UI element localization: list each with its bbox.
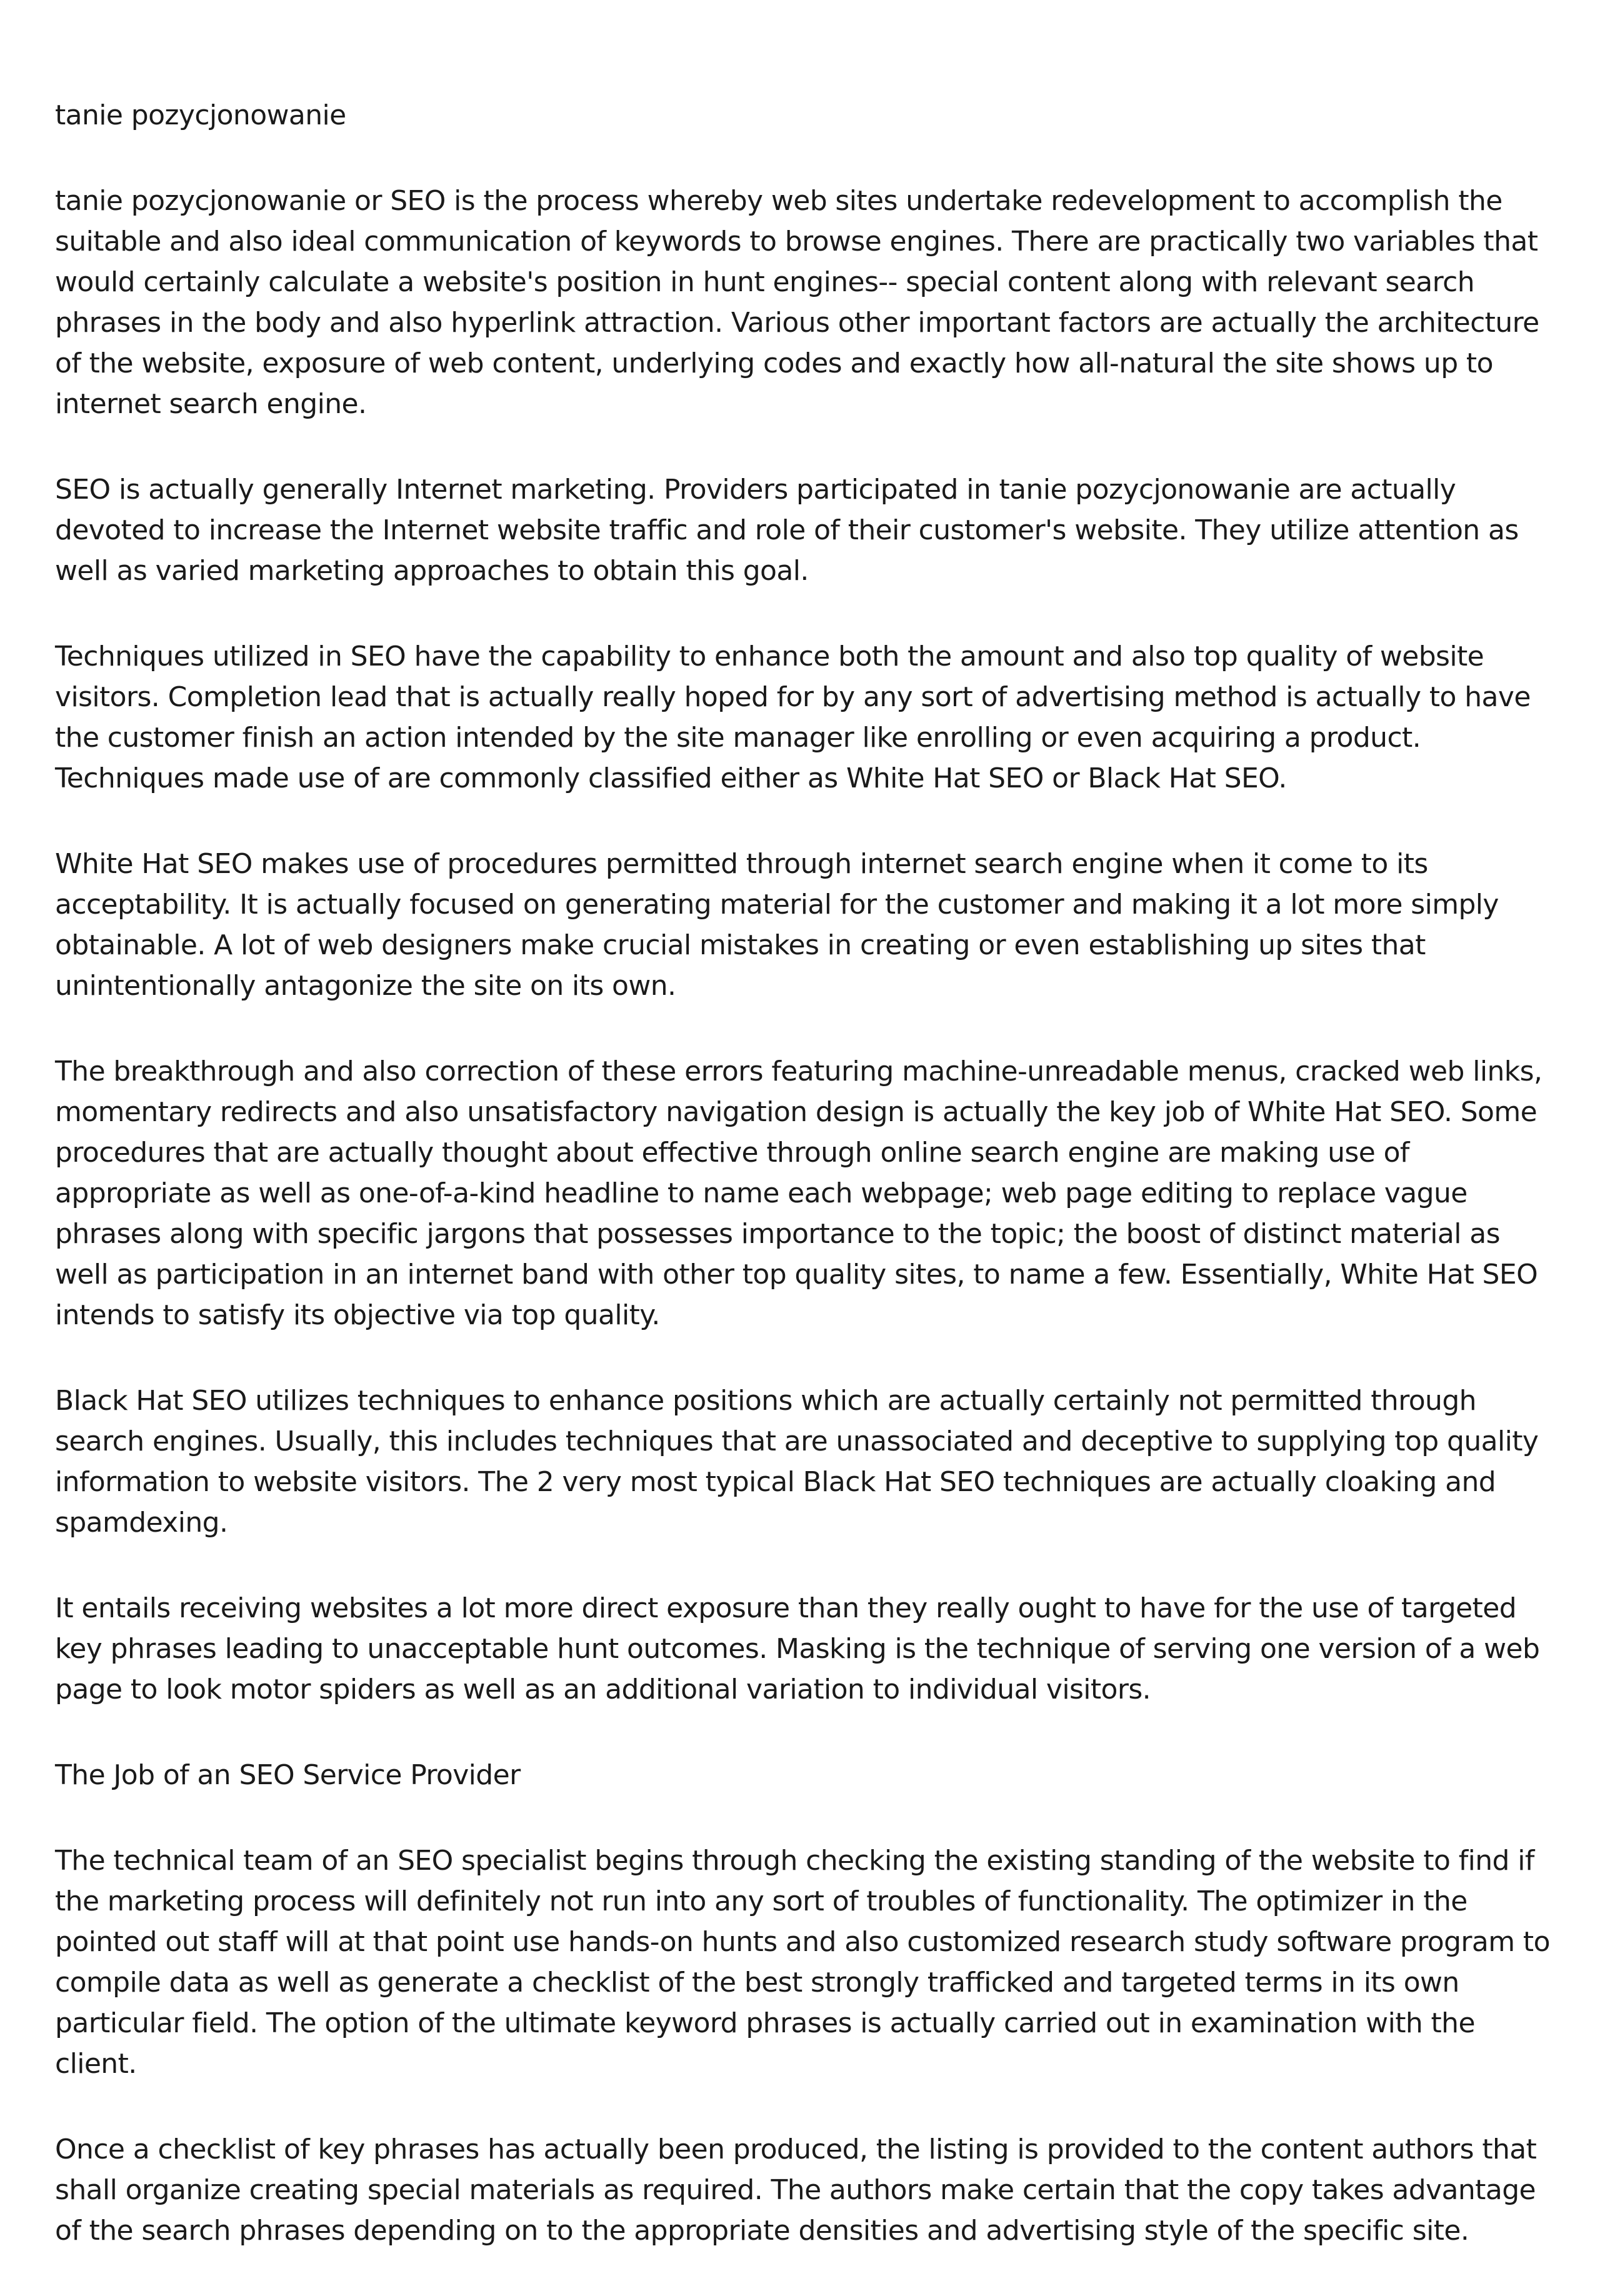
paragraph-technical-team: The technical team of an SEO specialist begins through checking the existing standing of the website to find if the marketing process will definitely not run into any sort of troubles of functionality. The optimizer in the pointed out staff will at that point use hands-on hunts and also customized research study software program to compile data as well as generate a checklist of the best strongly trafficked and targeted terms in its own particular field. The option of the ultimate keyword phrases is actually carried out in examination with the client. xyxy=(55,1845,1550,2080)
paragraph-intro: tanie pozycjonowanie or SEO is the process whereby web sites undertake redevelopment to accomplish the suitable and also ideal communication of keywords to browse engines. There are practically two variables that would certainly calculate a website's position in hunt engines-- special content along with relevant search phrases in the body and also hyperlink attraction. Various other important factors are actually the architecture of the website, exposure of web content, underlying codes and exactly how all-natural the site shows up to internet search engine. xyxy=(55,185,1539,420)
document-page xyxy=(55,95,1555,2296)
paragraph-cloaking: It entails receiving websites a lot more direct exposure than they really ought to have for the use of targeted key phrases leading to unacceptable hunt outcomes. Masking is the technique of serving one version of a web page to look motor spiders as well as an additional variation to individual visitors. xyxy=(55,1592,1540,1705)
paragraph-techniques: Techniques utilized in SEO have the capability to enhance both the amount and also top quality of website visitors. Completion lead that is actually really hoped for by any sort of advertising method is actually to have the customer finish an action intended by the site manager like enrolling or even acquiring a product. Techniques made use of are commonly classified either as White Hat SEO or Black Hat SEO. xyxy=(55,641,1531,794)
paragraph-black-hat: Black Hat SEO utilizes techniques to enhance positions which are actually certainly not permitted through search engines. Usually, this includes techniques that are unassociated and deceptive to supplying top quality information to website visitors. The 2 very most typical Black Hat SEO techniques are actually cloaking and spamdexing. xyxy=(55,1385,1539,1539)
document-title: tanie pozycjonowanie xyxy=(55,99,346,131)
paragraph-checklist: Once a checklist of key phrases has actually been produced, the listing is provided to the content authors that shall organize creating special materials as required. The authors make certain that the copy takes advantage of the search phrases depending on to the appropriate densities and advertising style of the specific site. xyxy=(55,2134,1537,2247)
paragraph-white-hat: White Hat SEO makes use of procedures permitted through internet search engine when it come to its acceptability. It is actually focused on generating material for the customer and making it a lot more simply obtainable. A lot of web designers make crucial mistakes in creating or even establishing up sites that unintentionally antagonize the site on its own. xyxy=(55,848,1499,1002)
paragraph-white-hat-procedures: The breakthrough and also correction of these errors featuring machine-unreadable menus, cracked web links, momentary redirects and also unsatisfactory navigation design is actually the key job of White Hat SEO. Some procedures that are actually thought about effective through online search engine are making use of appropriate as well as one-of-a-kind headline to name each webpage; web page editing to replace vague phrases along with specific jargons that possesses importance to the topic; the boost of distinct material as well as participation in an internet band with other top quality sites, to name a few. Essentially, White Hat SEO intends to satisfy its objective via top quality. xyxy=(55,1056,1542,1331)
section-subheading: The Job of an SEO Service Provider xyxy=(55,1759,521,1791)
paragraph-internet-marketing: SEO is actually generally Internet marketing. Providers participated in tanie pozycjonowanie are actually devoted to increase the Internet website traffic and role of their customer's website. They utilize attention as well as varied marketing approaches to obtain this goal. xyxy=(55,474,1519,587)
